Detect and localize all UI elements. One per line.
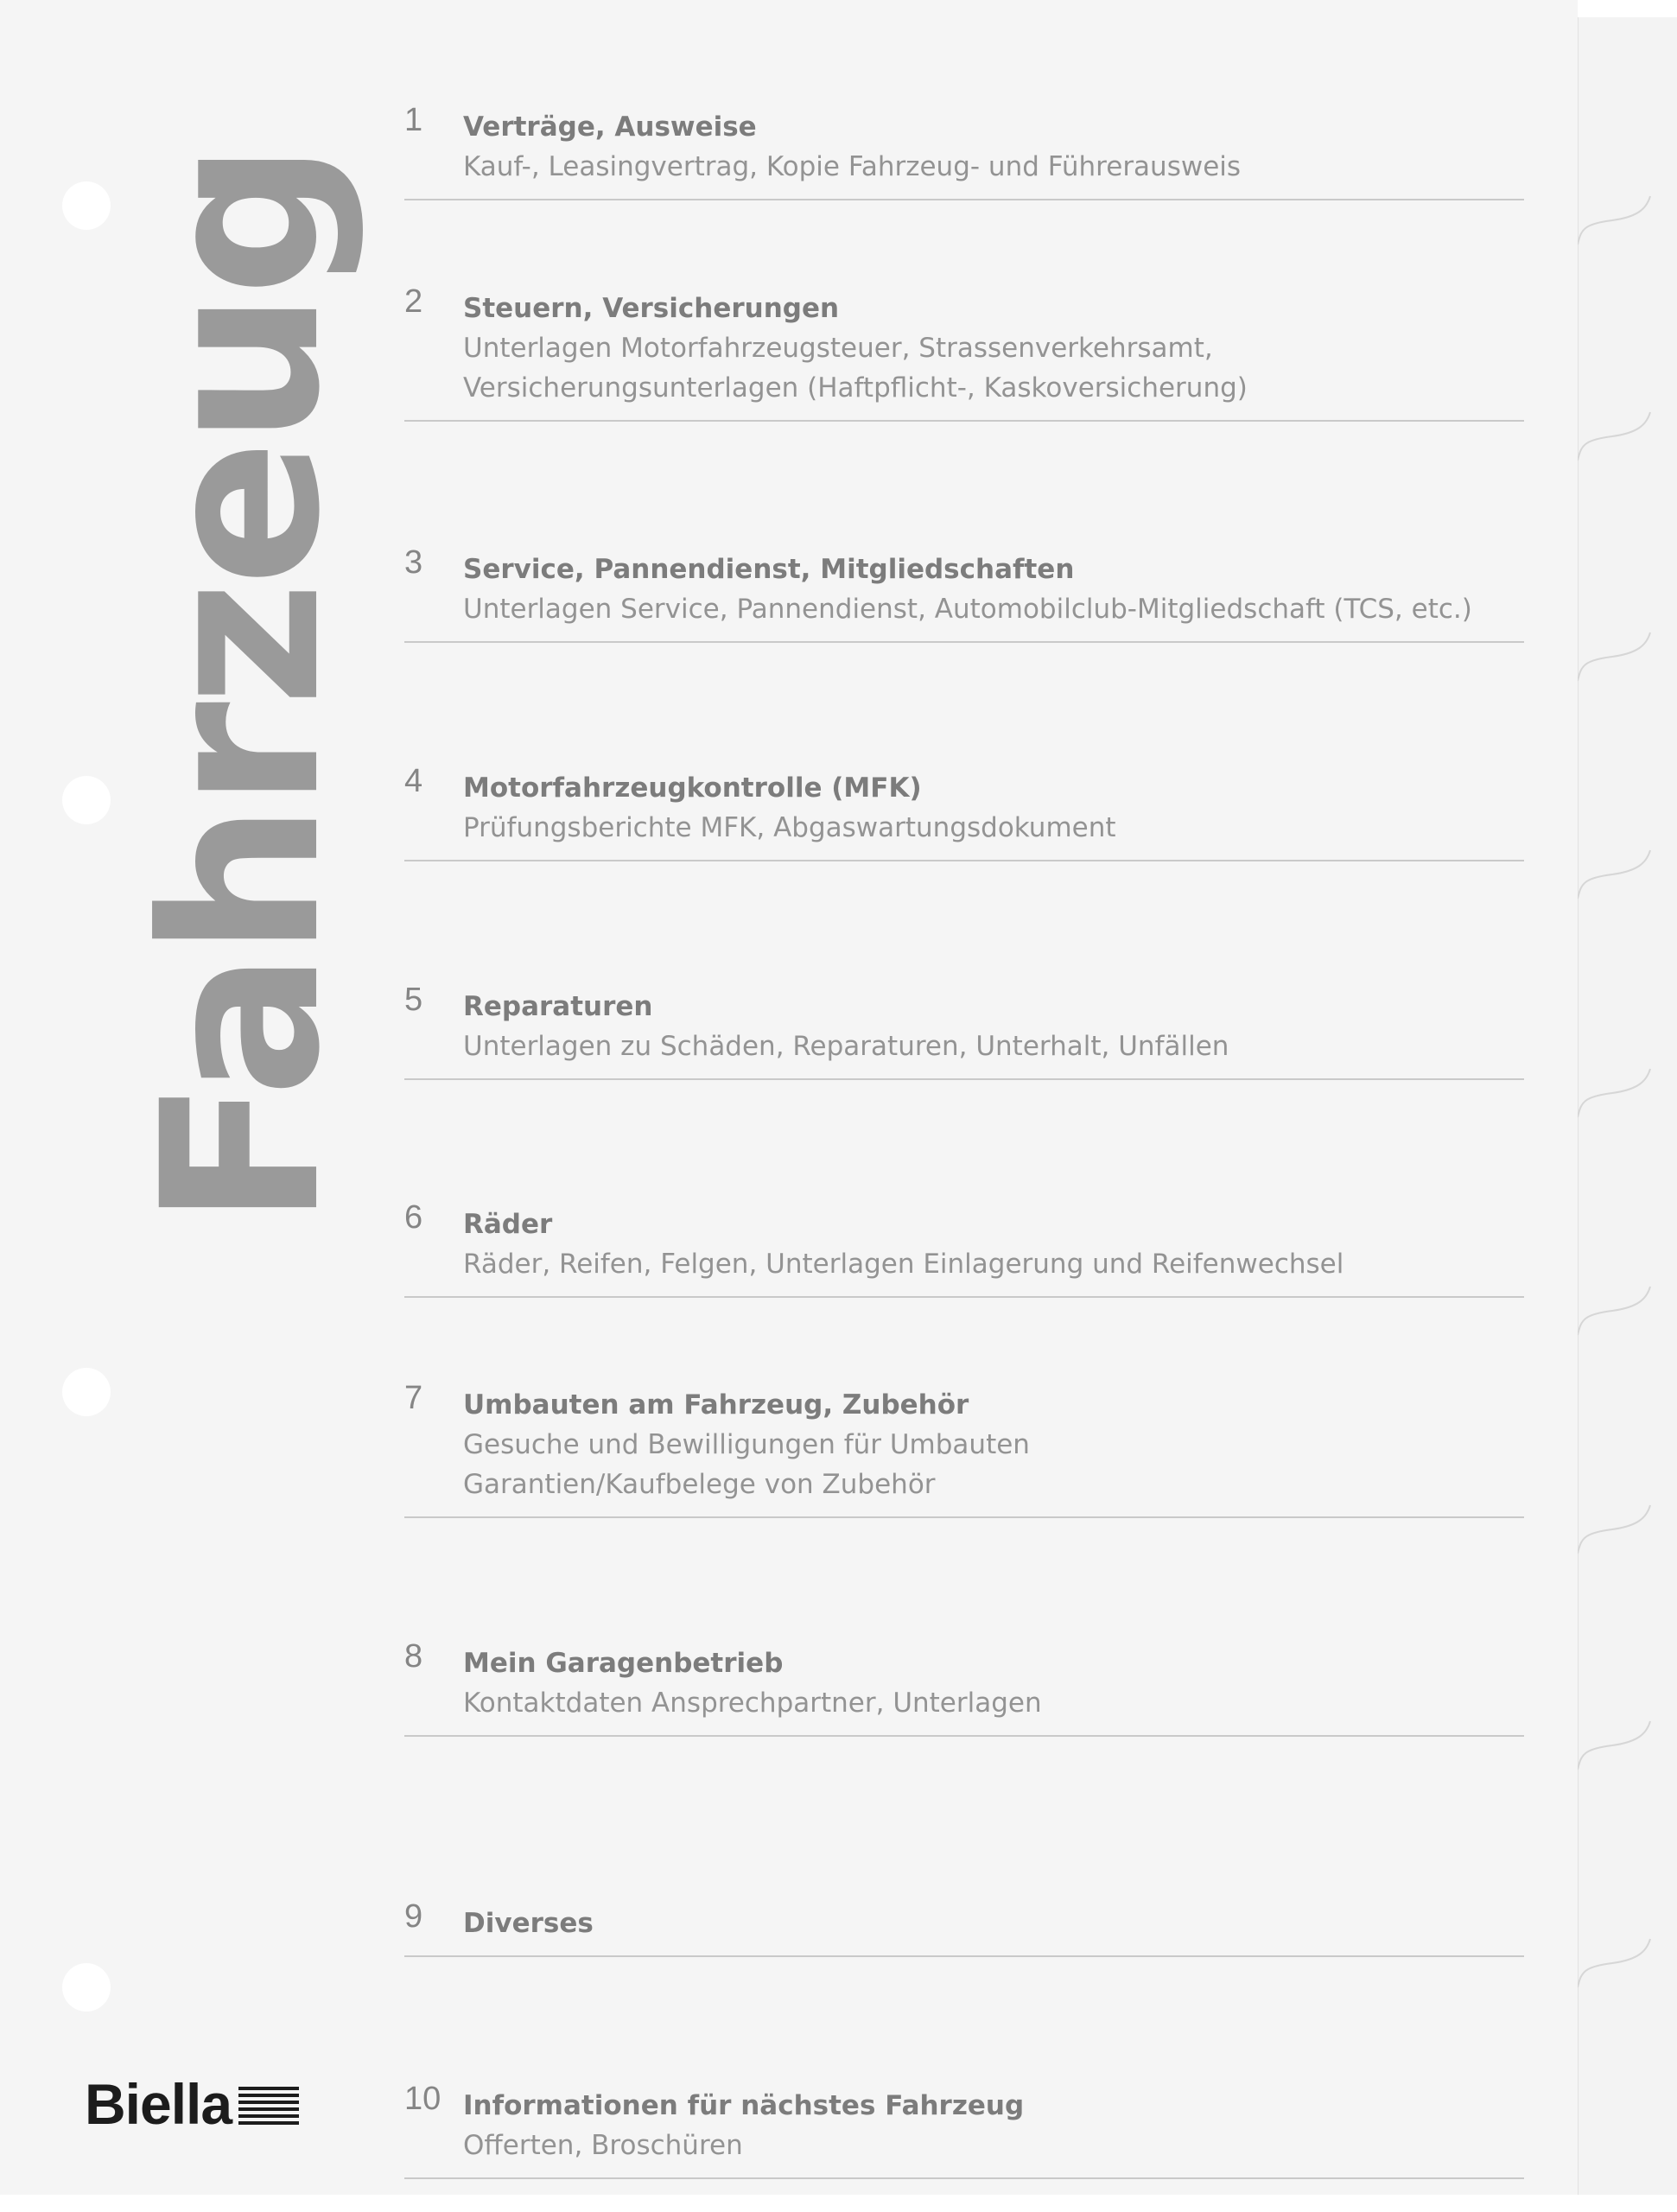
item-heading: Diverses (463, 1908, 594, 1939)
item-number: 7 (404, 1380, 423, 1416)
item-description: Unterlagen Motorfahrzeugsteuer, Strassenverkehrsamt, (463, 333, 1213, 364)
index-item (404, 763, 1524, 861)
item-number: 4 (404, 763, 423, 799)
item-body (463, 987, 1524, 1066)
item-body (463, 107, 1524, 187)
item-body (463, 1385, 1524, 1504)
tab-divider (1578, 1937, 1677, 1989)
punch-hole (62, 776, 111, 824)
item-body (463, 1643, 1524, 1723)
item-heading: Service, Pannendienst, Mitgliedschaften (463, 554, 1075, 585)
index-item (404, 1898, 1524, 1957)
item-heading: Motorfahrzeugkontrolle (MFK) (463, 772, 922, 804)
page-title: Fahrzeug (116, 146, 367, 1228)
tab-divider (1578, 849, 1677, 900)
punch-hole (62, 1368, 111, 1416)
index-item (404, 1380, 1524, 1518)
item-number: 8 (404, 1638, 423, 1675)
tab-divider (1578, 1719, 1677, 1771)
item-body (463, 2086, 1524, 2165)
item-description: Versicherungsunterlagen (Haftpflicht-, Kaskoversicherung) (463, 372, 1248, 404)
item-heading: Informationen für nächstes Fahrzeug (463, 2090, 1025, 2121)
punch-hole (62, 181, 111, 230)
item-number: 5 (404, 982, 423, 1018)
item-number: 1 (404, 102, 423, 138)
index-item (404, 2081, 1524, 2179)
item-body (463, 289, 1524, 408)
item-body (463, 768, 1524, 848)
item-number: 6 (404, 1199, 423, 1236)
index-item (404, 1638, 1524, 1737)
item-body (463, 550, 1524, 629)
punch-hole (62, 1963, 111, 2012)
title-area (116, 121, 367, 1253)
item-heading: Steuern, Versicherungen (463, 293, 840, 324)
item-description: Unterlagen zu Schäden, Reparaturen, Unterhalt, Unfällen (463, 1031, 1229, 1062)
item-description: Unterlagen Service, Pannendienst, Automobilclub-Mitgliedschaft (TCS, etc.) (463, 594, 1472, 625)
item-body (463, 1904, 1524, 1943)
brand-name: Biella (85, 2072, 232, 2136)
item-number: 3 (404, 544, 423, 581)
item-heading: Umbauten am Fahrzeug, Zubehör (463, 1389, 969, 1421)
item-description: Gesuche und Bewilligungen für Umbauten (463, 1429, 1030, 1460)
item-description: Kauf-, Leasingvertrag, Kopie Fahrzeug- und Führerausweis (463, 151, 1242, 182)
item-description: Kontaktdaten Ansprechpartner, Unterlagen (463, 1688, 1042, 1719)
index-item (404, 982, 1524, 1080)
item-number: 10 (404, 2081, 441, 2117)
item-description: Offerten, Broschüren (463, 2130, 743, 2161)
tab-divider (1578, 1503, 1677, 1555)
item-heading: Mein Garagenbetrieb (463, 1648, 784, 1679)
biella-lines-icon (238, 2085, 299, 2132)
item-description: Prüfungsberichte MFK, Abgaswartungsdokument (463, 812, 1116, 843)
index-item (404, 1199, 1524, 1298)
tab-divider (1578, 631, 1677, 683)
tab-divider (1578, 410, 1677, 462)
brand-logo (85, 2069, 299, 2139)
tab-divider (1578, 194, 1677, 246)
item-heading: Verträge, Ausweise (463, 111, 757, 143)
index-item (404, 283, 1524, 422)
tab-divider (1578, 1067, 1677, 1119)
tab-divider (1578, 1285, 1677, 1337)
item-body (463, 1205, 1524, 1284)
item-description: Räder, Reifen, Felgen, Unterlagen Einlagerung und Reifenwechsel (463, 1249, 1344, 1280)
item-description: Garantien/Kaufbelege von Zubehör (463, 1469, 936, 1500)
item-number: 2 (404, 283, 423, 320)
item-number: 9 (404, 1898, 423, 1935)
index-item (404, 544, 1524, 643)
index-item (404, 102, 1524, 200)
item-heading: Reparaturen (463, 991, 653, 1022)
item-heading: Räder (463, 1209, 553, 1240)
